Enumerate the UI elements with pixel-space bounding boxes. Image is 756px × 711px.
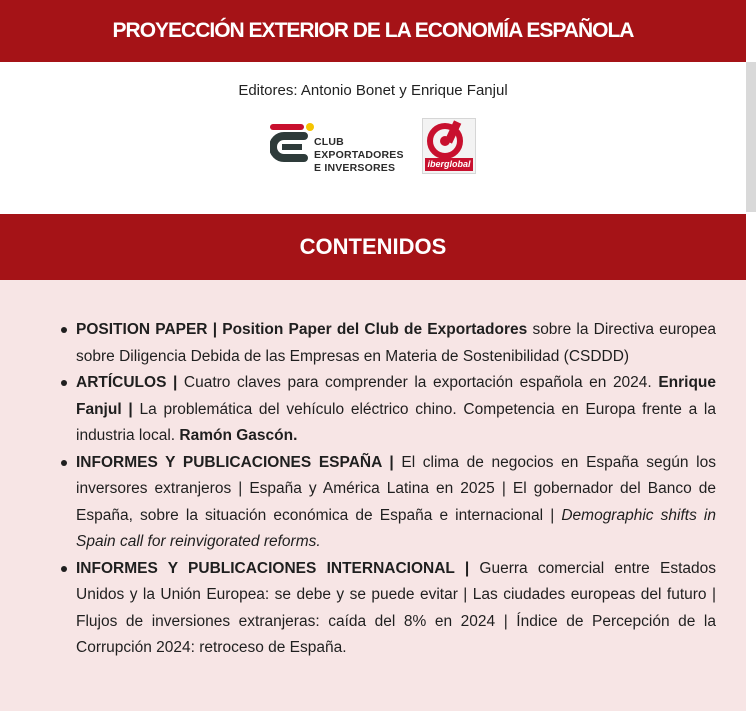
contents-header bbox=[0, 214, 746, 280]
item-head: ARTÍCULOS | bbox=[76, 374, 178, 391]
page-title: PROYECCIÓN EXTERIOR DE LA ECONOMÍA ESPAÑOLA bbox=[112, 19, 634, 42]
article-link[interactable]: La problemática del vehículo eléctrico chino. Competencia en Europa frente a la industria local. bbox=[76, 400, 716, 444]
logos-row bbox=[0, 116, 746, 178]
position-paper-link[interactable]: Position Paper del Club de Exportadores bbox=[222, 321, 528, 338]
contents-list bbox=[76, 317, 716, 662]
club-emblem-icon bbox=[270, 120, 314, 176]
iberglobal-label: iberglobal bbox=[425, 158, 473, 171]
editors-line: Editores: Antonio Bonet y Enrique Fanjul bbox=[238, 82, 508, 99]
item-author: Ramón Gascón. bbox=[179, 427, 298, 444]
contents-title: CONTENIDOS bbox=[299, 234, 447, 259]
publication-links[interactable]: El clima de negocios en España según los inversores extranjeros | España y América Latina en 2025 | El gobernador del Banco de España, sobre la situación económica de España e internacional | bbox=[76, 453, 716, 524]
iberglobal-logo[interactable] bbox=[422, 118, 476, 174]
item-text: sobre la Directiva europea sobre Diligencia Debida de las Empresas en Materia de Sostenibilidad (CSDDD) bbox=[76, 321, 717, 365]
list-item bbox=[76, 317, 716, 370]
article-link[interactable]: Cuatro claves para comprender la exportación española en 2024. bbox=[183, 374, 652, 391]
list-item bbox=[76, 556, 716, 662]
publication-link-italic[interactable]: Demographic shifts in Spain call for reinvigorated reforms. bbox=[76, 506, 716, 550]
header-bar bbox=[0, 0, 746, 62]
contents-section bbox=[0, 280, 746, 711]
iberglobal-emblem-icon bbox=[423, 119, 475, 159]
club-exportadores-logo[interactable] bbox=[270, 120, 420, 176]
item-head: INFORMES Y PUBLICACIONES ESPAÑA | bbox=[76, 453, 394, 471]
item-head: INFORMES Y PUBLICACIONES INTERNACIONAL | bbox=[76, 559, 470, 577]
publication-links[interactable]: Guerra comercial entre Estados Unidos y la Unión Europea: se debe y se puede evitar | Las ciudades europeas del futuro | Flujos de inversiones extranjeras: caída del 8% en 2024 | Índice de Percepción de la Corrupción 2024: retroceso de España. bbox=[76, 559, 716, 656]
list-item bbox=[76, 370, 716, 450]
scroll-strip bbox=[746, 62, 756, 212]
club-logo-text: CLUB EXPORTADORES E INVERSORES bbox=[314, 136, 404, 174]
list-item bbox=[76, 450, 716, 556]
item-head: POSITION PAPER | bbox=[76, 321, 218, 338]
item-author: Enrique Fanjul | bbox=[76, 374, 717, 418]
